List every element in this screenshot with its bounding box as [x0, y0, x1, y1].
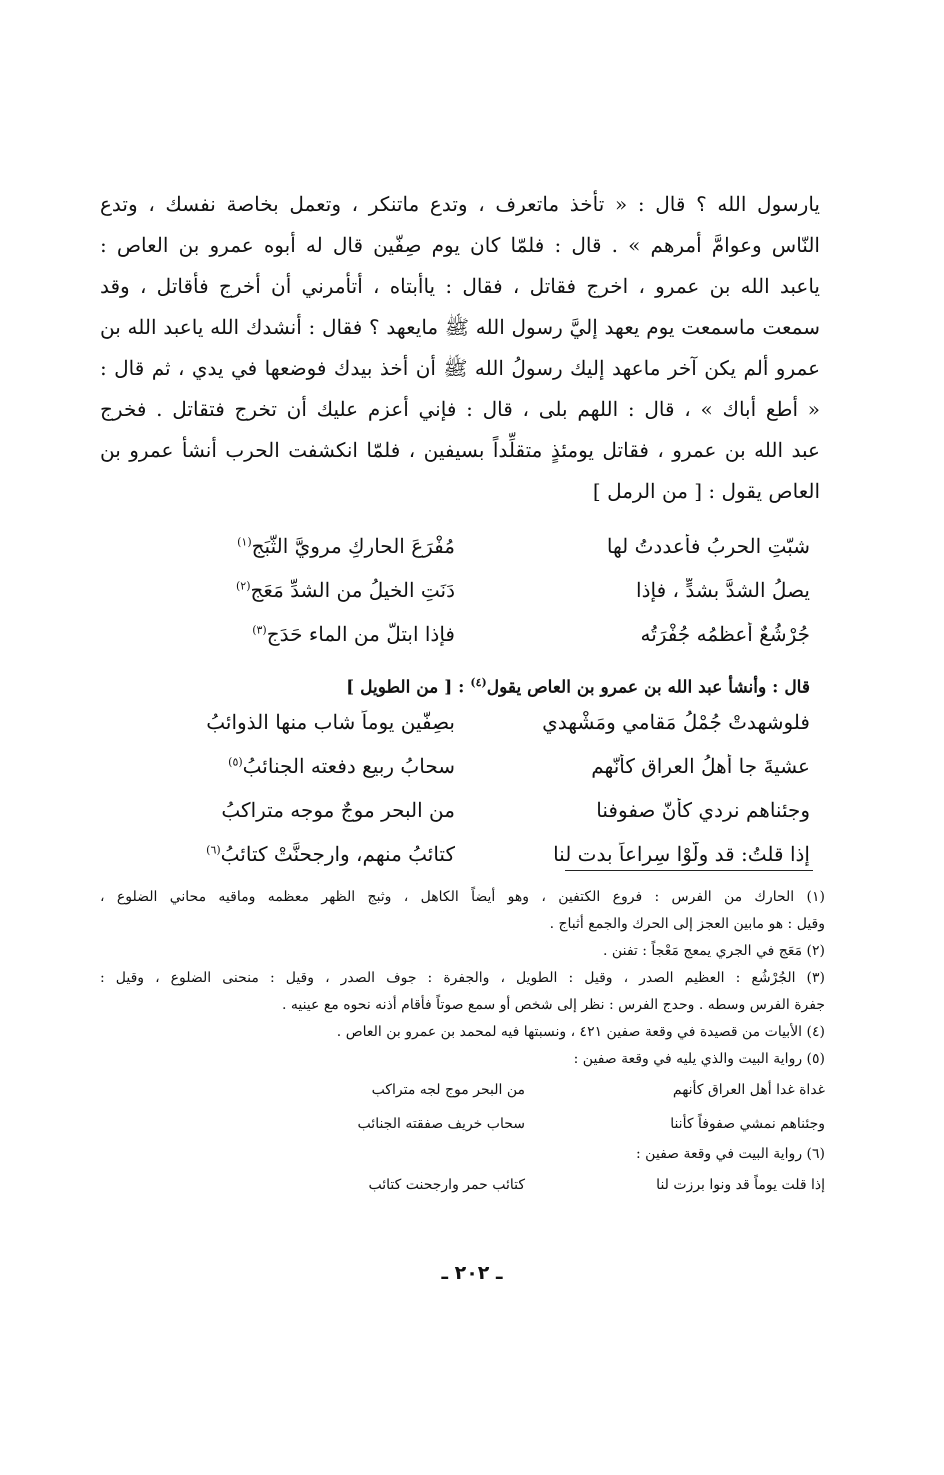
footnote-3-cont: جفرة الفرس وسطه . وحدج الفرس : نظر إلى شخص أو سمع صوتاً فأقام أذنه نحوه مع عينيه . [281, 997, 825, 1013]
footnote-1-cont: وقيل : هو مابين العجز إلى الحرك والجمع أثباج . [549, 916, 825, 932]
footnote-3: (٣) الجُرْشُع : العظيم الصدر ، وقيل : الطويل ، والجفرة : جوف الصدر ، وقيل : منحنى الضلوع ، وقيل : [100, 970, 825, 986]
footnote-ref: (٤) [470, 676, 487, 689]
verse-line [160, 612, 810, 656]
verse-second-hemistich: بصِفّين يوماً شاب منها الذوائبُ [206, 710, 455, 734]
verse-second-hemistich: كتائبُ منهم، وارجحنَّتْ كتائبُ$^{(٦)}$ [206, 842, 455, 866]
prose-line: العاص يقول : [ من الرمل ] [592, 479, 820, 503]
prose-line: ياعبد الله بن عمرو ، اخرج فقاتل ، فقال : ياأبتاه ، أتأمرني أن أخرج فأقاتل ، وقد [100, 274, 820, 298]
footnotes [100, 884, 825, 1202]
verse-line [160, 744, 810, 788]
verse-first-hemistich: وجئناهم نمشي صفوفاً كأننا [670, 1116, 825, 1132]
poem-tawil [160, 700, 810, 876]
footnote-ref: (١) [237, 535, 252, 549]
footnote-ref: (٢) [236, 579, 251, 593]
footnote-verse [100, 1073, 825, 1107]
verse-line [160, 788, 810, 832]
verse-second-hemistich: مُفْرَعَ الحاركِ مرويَّ الثَّبَج$^{(١)}$ [237, 534, 455, 558]
footnote-4: (٤) الأبيات من قصيدة في وقعة صفين ٤٢١ ، ونسبتها فيه لمحمد بن عمرو بن العاص . [336, 1024, 825, 1040]
footnote-verse [100, 1168, 825, 1202]
verse-second-hemistich: فإذا ابتلَّ من الماء حَدَج$^{(٣)}$ [252, 622, 455, 646]
footnote-ref: (٣) [252, 623, 267, 637]
poem-heading: قال : وأنشأ عبد الله بن عمرو بن العاص يقول$^{(٤)}$ : [ من الطويل ] [346, 676, 810, 698]
poem-ramal [160, 524, 810, 656]
verse-first-hemistich: يصلُ الشدَّ بشدٍّ ، فإذا [636, 578, 810, 602]
prose-line: « أطع أباك » ، قال : اللهم بلى ، قال : فإني أعزم عليك أن تخرج فتقاتل . فخرج [100, 397, 820, 421]
footnote-divider [565, 870, 813, 871]
verse-first-hemistich: عشيةَ جا أهلُ العراق كأنّهم [591, 754, 810, 778]
prose-paragraph [100, 184, 820, 512]
footnote-5: (٥) رواية البيت والذي يليه في وقعة صفين : [573, 1051, 825, 1067]
prose-line: يارسول الله ؟ قال : « تأخذ ماتعرف ، وتدع ماتنكر ، وتعمل بخاصة نفسك ، وتدع [100, 192, 820, 216]
footnote-ref: (٥) [228, 755, 243, 769]
verse-first-hemistich: غداة غدا أهل العراق كأنهم [672, 1082, 825, 1098]
verse-first-hemistich: وجئناهم نردي كأنّ صفوفنا [596, 798, 810, 822]
verse-first-hemistich: فلوشهدتْ جُمْلُ مَقامي ومَشْهدي [542, 710, 810, 734]
verse-second-hemistich: سحاب خريف صفقته الجنائب [357, 1116, 525, 1132]
verse-second-hemistich: من البحر موجٌ موجه متراكبُ [221, 798, 455, 822]
footnote-1: (١) الحارك من الفرس : فروع الكتفين ، وهو أيضاً الكاهل ، وثبج الظهر معظمه وماقيه محاني الضلوع ، [100, 889, 825, 905]
verse-second-hemistich: دَنَتِ الخيلُ من الشدِّ مَعَج$^{(٢)}$ [236, 578, 455, 602]
footnote-6: (٦) رواية البيت في وقعة صفين : [636, 1146, 825, 1162]
verse-line [160, 568, 810, 612]
footnote-ref: (٦) [206, 843, 221, 857]
prose-line: عبد الله بن عمرو ، فقاتل يومئذٍ متقلِّداً بسيفين ، فلمّا انكشفت الحرب أنشأ عمرو بن [100, 438, 820, 462]
verse-first-hemistich: إذا قلتُ: قد ولَّوْا سِراعاً بدت لنا [553, 842, 810, 866]
prose-line: سمعت ماسمعت يوم يعهد إليَّ رسول الله ﷺ مايعهد ؟ فقال : أنشدك الله ياعبد الله بن [100, 315, 820, 339]
prose-line: عمرو ألم يكن آخر ماعهد إليك رسولُ الله ﷺ أن أخذ بيدك فوضعها في يدي ، ثم قال : [100, 356, 820, 380]
footnote-verse [100, 1107, 825, 1141]
verse-second-hemistich: من البحر موج لجه متراكب [371, 1082, 525, 1098]
footnote-2: (٢) مَعَج في الجري يمعج مَعْجاً : تفنن . [603, 943, 825, 959]
verse-first-hemistich: جُرْشُعٌ أعظمُه جُفْرَتُه [640, 622, 810, 646]
verse-first-hemistich: شبّتِ الحربُ فأعددتُ لها [606, 534, 810, 558]
verse-line [160, 700, 810, 744]
verse-line [160, 524, 810, 568]
page-number: ـ ٢٠٢ ـ [441, 1262, 503, 1284]
verse-second-hemistich: سحابُ ربيعٍ دفعته الجنائبُ$^{(٥)}$ [228, 754, 455, 778]
prose-line: النّاس وعوامَّ أمرهم » . قال : فلمّا كان يوم صِفّين قال له أبوه عمرو بن العاص : [100, 233, 820, 257]
verse-second-hemistich: كتائب حمر وارجحنت كتائب [368, 1177, 525, 1193]
verse-first-hemistich: إذا قلت يوماً قد ونوا برزت لنا [656, 1177, 825, 1193]
